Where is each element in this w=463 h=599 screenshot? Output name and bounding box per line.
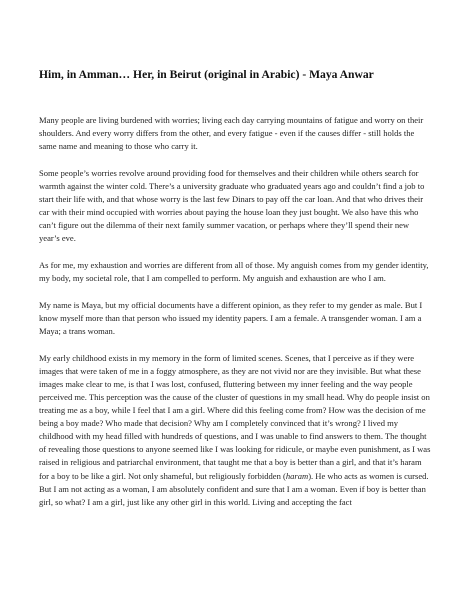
- document-body: [39, 114, 431, 522]
- paragraph-5-tail: ). He who acts as women is cursed. But I am not acting as a woman, I am absolutely confident and sure that I am a woman. Even if boy is better than girl, so what? I am a girl, just like any other girl in this world. Living and accepting the fact: [39, 470, 429, 507]
- paragraph-4: My name is Maya, but my official documents have a different opinion, as they refer to my gender as male. But I know myself more than that person who issued my identity papers. I am a female. A transgender woman. I am a Maya; a trans woman.: [39, 299, 423, 336]
- paragraph-5-text: My early childhood exists in my memory in the form of limited scenes. Scenes, that I perceive as if they were images that were taken of me in a foggy atmosphere, as they are not vivid nor are they invisible. But what these images make clear to me, is that I was lost, confused, fluttering between my inner feeling and the way people perceived me. This perception was the cause of the cluster of questions in my small head. Why do people insist on treating me as a boy, while I feel that I am a girl. Where did this feeling come from? How was the decision of me being a boy made? Who made that decision? Why am I completely convinced that it’s wrong? I lived my childhood with my head filled with hundreds of questions, and I was unable to find answers to them. The thought of revealing those questions to anyone seemed like I was looking for ridicule, or maybe even punishment, as I was raised in religious and patriarchal environment, that taught me that a boy is better than a girl, and that it’s haram for a boy to be like a girl. Not only shameful, but religiously forbidden (: [39, 352, 431, 481]
- paragraph-2: Some people’s worries revolve around providing food for themselves and their children while others search for warmth against the winter cold. There’s a university graduate who graduated years ago and couldn’t find a job to start their life with, and that whose worry is the last few Dinars to pay off the car loan. And that who drives their car with their mind occupied with worries about paying the house loan they just bought. We also have this who can’t figure out the dilemma of their next family summer vacation, or perhaps where they’ll spend their new year’s eve.: [39, 167, 425, 244]
- italic-term: haram: [285, 470, 309, 481]
- document-title: Him, in Amman… Her, in Beirut (original in Arabic) - Maya Anwar: [39, 68, 374, 81]
- paragraph-1: Many people are living burdened with worries; living each day carrying mountains of fatigue and worry on their shoulders. And every worry differs from the other, and every fatigue - even if the causes differ - still holds the same name and meaning to those who carry it.: [39, 115, 424, 152]
- paragraph-3: As for me, my exhaustion and worries are different from all of those. My anguish comes from my gender identity, my body, my societal role, that I am compelled to perform. My anguish and exhaustion are who I am.: [39, 260, 429, 284]
- paragraph-5: [39, 352, 431, 509]
